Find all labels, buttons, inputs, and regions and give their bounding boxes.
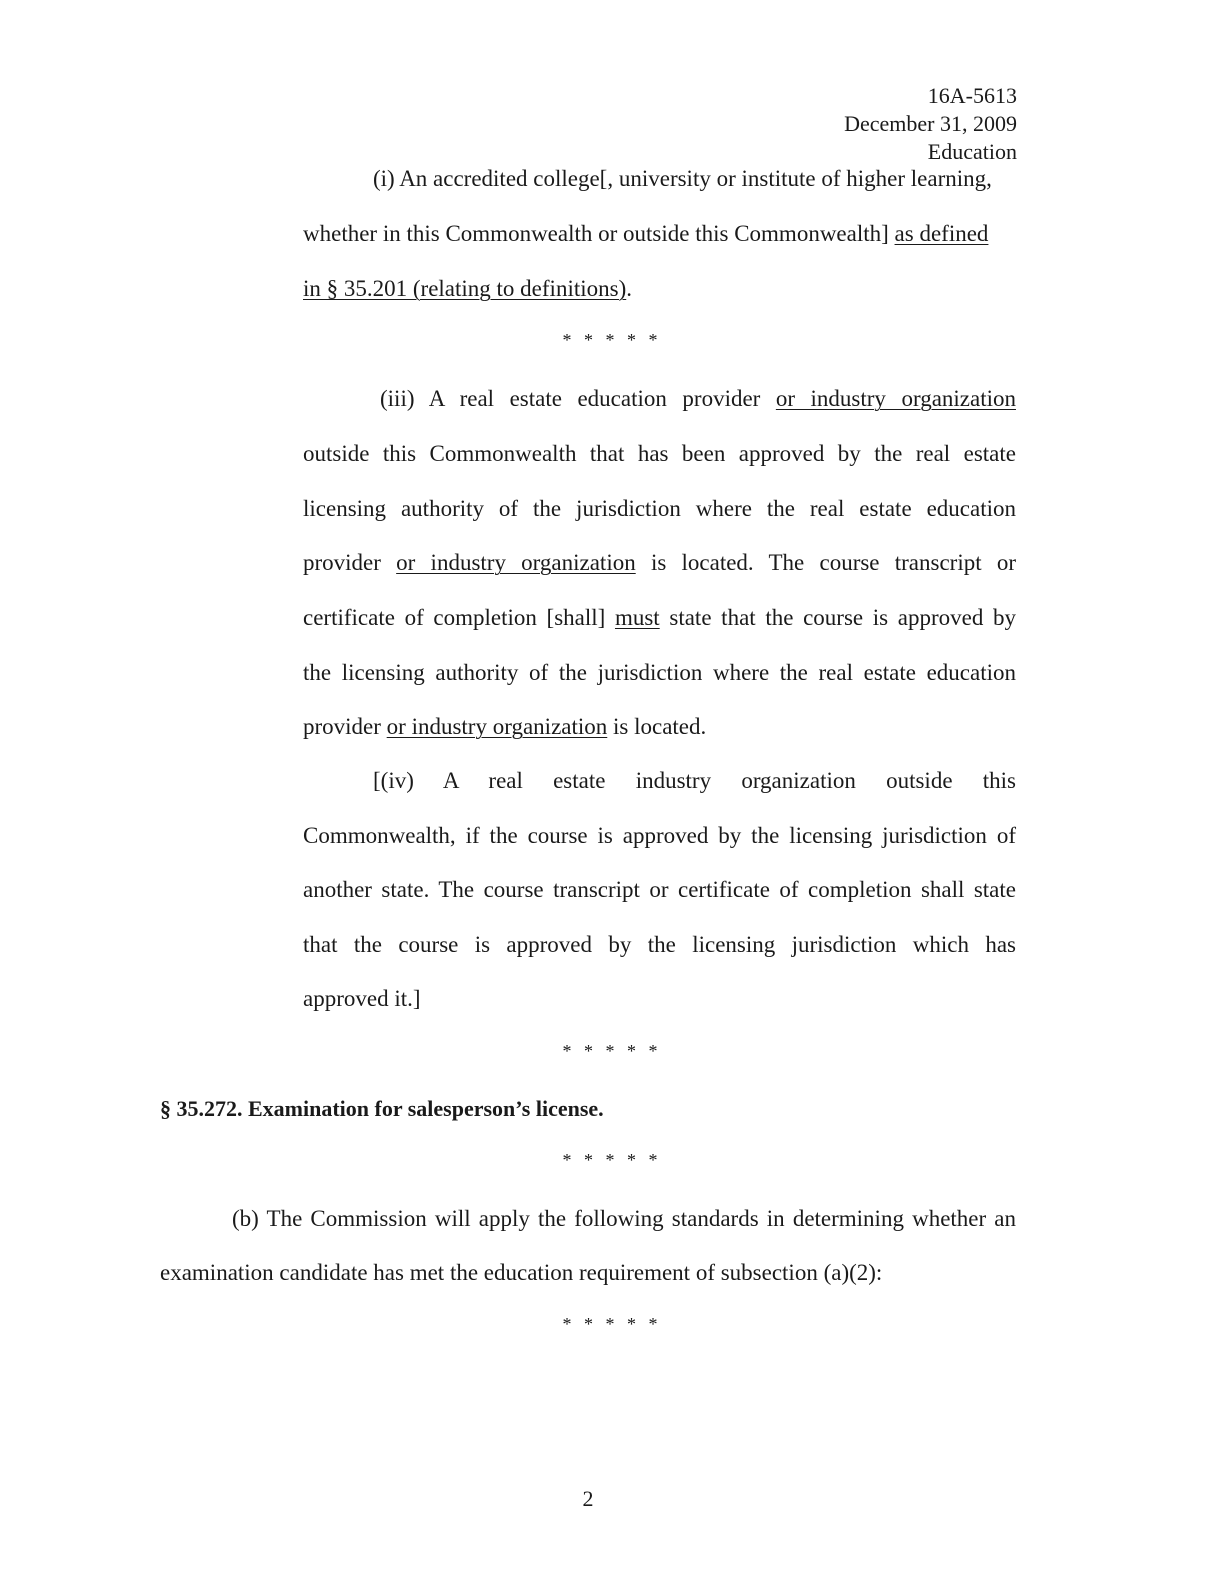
para-i-definitions-reference: in § 35.201 (relating to definitions) xyxy=(303,276,627,301)
para-i-line-2 xyxy=(303,221,988,247)
para-i-insertion: as defined xyxy=(894,221,989,246)
section-heading: § 35.272. Examination for salesperson’s license. xyxy=(160,1096,604,1121)
para-iii-line-5-text-b: state that the course is approved by xyxy=(669,605,1017,630)
para-b-line-1: (b) The Commission will apply the following standards in determining whether an xyxy=(232,1206,1016,1231)
para-iii-line-7-text-a: provider xyxy=(303,714,381,739)
para-iv-line-5: approved it.] xyxy=(303,986,421,1011)
para-iv-line-2: Commonwealth, if the course is approved by the licensing jurisdiction of xyxy=(303,823,1016,848)
para-iii-insertion-1: or industry organization xyxy=(775,386,1016,411)
document-date: December 31, 2009 xyxy=(844,111,1017,136)
para-iii-line-4 xyxy=(303,550,1016,576)
para-iii-line-3: licensing authority of the jurisdiction where the real estate education xyxy=(303,496,1016,521)
para-iii-line-5 xyxy=(303,605,1016,631)
section-separator-3: * * * * * xyxy=(562,1150,662,1170)
para-iii-insertion-3: must xyxy=(614,605,660,630)
para-iii-line-4-text-b: is located. The course transcript or xyxy=(650,550,1016,575)
page-number: 2 xyxy=(582,1486,594,1511)
para-iii-line-5-text-a: certificate of completion [shall] xyxy=(303,605,606,630)
para-iii-line-7 xyxy=(303,714,706,740)
document-number: 16A-5613 xyxy=(927,83,1017,108)
para-b-line-2: examination candidate has met the education requirement of subsection (a)(2): xyxy=(160,1260,883,1285)
para-iv-line-4: that the course is approved by the licensing jurisdiction which has xyxy=(303,932,1016,957)
section-separator-2: * * * * * xyxy=(562,1041,662,1061)
para-iv-line-3: another state. The course transcript or certificate of completion shall state xyxy=(303,877,1016,902)
para-iii-line-7-text-b: is located. xyxy=(613,714,707,739)
para-iii-insertion-4: or industry organization xyxy=(386,714,608,739)
document-category: Education xyxy=(927,139,1017,164)
section-separator-1: * * * * * xyxy=(562,330,662,350)
para-iii-insertion-2: or industry organization xyxy=(396,550,636,575)
para-i-line-1: (i) An accredited college[, university or institute of higher learning, xyxy=(373,166,992,191)
section-separator-4: * * * * * xyxy=(562,1314,662,1334)
para-iii-line-1-text: (iii) A real estate education provider xyxy=(380,386,761,411)
document-header xyxy=(844,82,1017,166)
para-iii-line-6: the licensing authority of the jurisdiction where the real estate education xyxy=(303,660,1016,685)
para-i-period: . xyxy=(626,276,632,301)
para-iv-line-1: [(iv) A real estate industry organization outside this xyxy=(373,768,1016,793)
para-iii-line-4-text-a: provider xyxy=(303,550,381,575)
para-iii-line-1 xyxy=(380,386,1016,412)
para-i-line-3 xyxy=(303,276,632,302)
para-iii-line-2: outside this Commonwealth that has been approved by the real estate xyxy=(303,441,1016,466)
para-i-line-2-text: whether in this Commonwealth or outside this Commonwealth] xyxy=(303,221,889,246)
